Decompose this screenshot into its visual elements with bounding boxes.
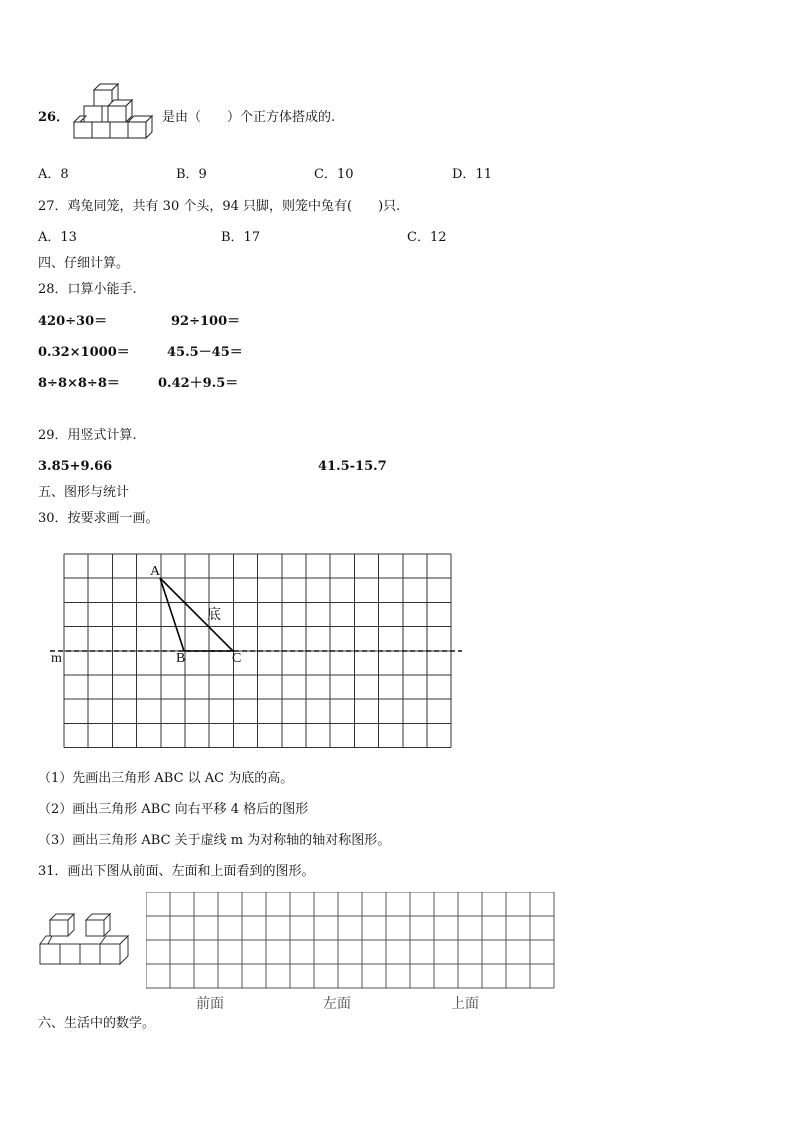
q31-label-front: 前面	[196, 997, 224, 1012]
q28-item-3: 0.32×1000＝	[38, 345, 130, 360]
q27-option-a: A．13	[38, 230, 77, 245]
q28-item-6: 0.42＋9.5＝	[158, 376, 239, 391]
q30-task-3: （3）画出三角形 ABC 关于虚线 m 为对称轴的轴对称图形。	[38, 833, 391, 848]
q27-option-b: B．17	[221, 230, 261, 245]
q28-item-2: 92÷100＝	[171, 314, 241, 329]
q29-item-1: 3.85+9.66	[38, 459, 113, 474]
q26-question-text: 是由（ ）个正方体搭成的.	[162, 110, 336, 125]
q26-option-a: A．8	[38, 167, 69, 182]
q30-triangle-abc	[160, 578, 233, 651]
q27-question-text: 27．鸡兔同笼，共有 30 个头，94 只脚，则笼中兔有( )只.	[38, 199, 401, 214]
q26-number: 26．	[38, 110, 70, 125]
q31-cube-figure	[38, 908, 134, 968]
q30-task-2: （2）画出三角形 ABC 向右平移 4 格后的图形	[38, 802, 309, 817]
q31-answer-grid	[146, 892, 556, 990]
q30-label-a: A	[150, 564, 161, 579]
q26-option-d: D．11	[452, 167, 492, 182]
q29-title: 29．用竖式计算.	[38, 428, 137, 443]
q31-label-top: 上面	[451, 997, 479, 1012]
q30-label-c: C	[232, 651, 242, 666]
q28-item-4: 45.5－45＝	[167, 345, 243, 360]
q27-option-c: C．12	[407, 230, 447, 245]
q28-title: 28．口算小能手.	[38, 282, 137, 297]
q29-item-2: 41.5-15.7	[318, 459, 387, 474]
section-6-heading: 六、生活中的数学。	[38, 1016, 156, 1031]
q30-title: 30．按要求画一画。	[38, 511, 159, 526]
q30-label-base: 底	[207, 608, 221, 623]
q28-item-5: 8÷8×8÷8＝	[38, 376, 120, 391]
q26-option-b: B．9	[176, 167, 207, 182]
q30-label-m: m	[51, 651, 62, 666]
q26-option-c: C．10	[314, 167, 354, 182]
q31-label-left: 左面	[323, 997, 351, 1012]
section-4-heading: 四、仔细计算。	[38, 256, 130, 271]
q26-cube-stack-figure	[66, 80, 156, 152]
q30-task-1: （1）先画出三角形 ABC 以 AC 为底的高。	[38, 771, 294, 786]
q30-label-b: B	[176, 651, 186, 666]
q28-item-1: 420÷30＝	[38, 314, 108, 329]
q31-title: 31．画出下图从前面、左面和上面看到的图形。	[38, 864, 315, 879]
section-5-heading: 五、图形与统计	[38, 485, 130, 500]
q30-grid-figure	[50, 548, 466, 752]
